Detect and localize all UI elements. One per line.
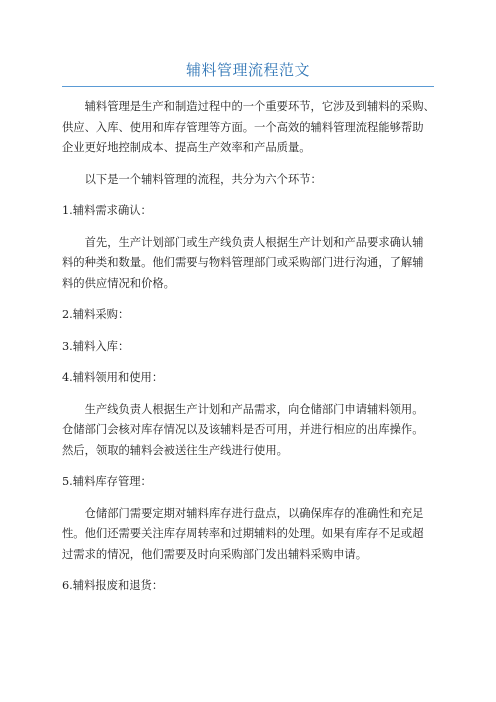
section-body-1 — [62, 233, 434, 295]
section-heading-1: 1.辅料需求确认： — [62, 204, 152, 217]
section-line: 料的种类和数量。他们需要与物料管理部门或采购部门进行沟通，了解辅 — [62, 256, 424, 269]
section-heading-3: 3.辅料入库： — [62, 339, 130, 353]
section-line: 首先，生产计划部门或生产线负责人根据生产计划和产品要求确认辅 — [84, 235, 424, 249]
section-line: 仓储部门需要定期对辅料库存进行盘点，以确保库存的准确性和充足 — [84, 506, 424, 520]
section-body-5 — [62, 504, 434, 566]
intro-paragraph — [62, 97, 434, 159]
intro-line: 供应、入库、使用和库存管理等方面。一个高效的辅料管理流程能够帮助 — [62, 120, 424, 134]
document-body — [62, 97, 434, 597]
section-line: 生产线负责人根据生产计划和产品需求，向仓储部门申请辅料领用。 — [84, 402, 424, 416]
section-line: 性。他们还需要关注库存周转率和过期辅料的处理。如果有库存不足或超 — [62, 527, 424, 540]
section-line: 仓储部门会核对库存情况以及该辅料是否可用，并进行相应的出库操作。 — [62, 423, 424, 436]
section-body-4 — [62, 400, 434, 462]
title-underline — [62, 86, 434, 87]
intro-line: 企业更好地控制成本、提高生产效率和产品质量。 — [62, 141, 311, 154]
section-line: 料的供应情况和价格。 — [62, 276, 175, 290]
document-title: 辅料管理流程范文 — [185, 61, 310, 79]
section-heading-4: 4.辅料领用和使用： — [62, 371, 164, 384]
section-heading-5: 5.辅料库存管理： — [62, 475, 152, 488]
section-line: 然后，领取的辅料会被送往生产线进行使用。 — [62, 443, 288, 457]
section-heading-6: 6.辅料报废和退货： — [62, 579, 164, 592]
section-heading-2: 2.辅料采购： — [62, 308, 130, 321]
section-line: 过需求的情况，他们需要及时向采购部门发出辅料采购申请。 — [62, 547, 368, 561]
intro-line: 辅料管理是生产和制造过程中的一个重要环节，它涉及到辅料的采购、 — [84, 100, 435, 113]
overview-paragraph: 以下是一个辅料管理的流程，共分为六个环节： — [84, 172, 322, 186]
